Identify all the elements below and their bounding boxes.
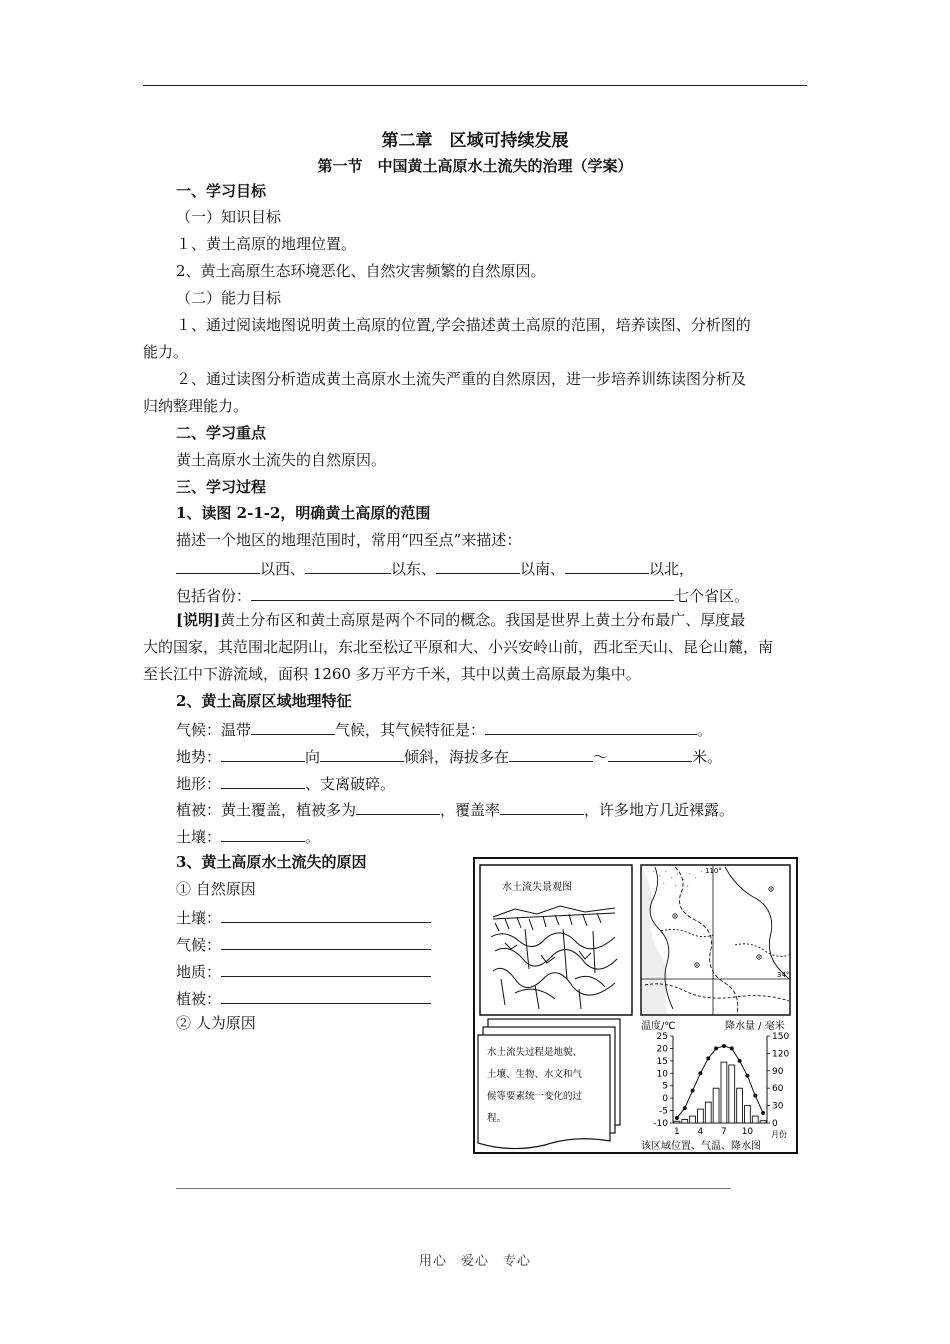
terrain-row: 地势： 向 倾斜，海拔多在 ～ 米。	[176, 745, 722, 767]
blank-landform[interactable]	[221, 772, 305, 789]
blank-altitude-max[interactable]	[608, 745, 692, 762]
chart-temperature-point	[761, 1111, 765, 1115]
blank-east[interactable]	[305, 557, 391, 574]
ability-goal-1-line2: 能力。	[143, 343, 189, 361]
soil-row: 土壤： 。	[176, 825, 320, 847]
chart-right-tick-label: 120	[772, 1049, 790, 1060]
chart-temperature-point	[683, 1106, 687, 1110]
heading-knowledge-goals: （一）知识目标	[176, 208, 282, 226]
map-longitude-label: 110°	[705, 867, 722, 875]
blank-soil[interactable]	[221, 825, 305, 842]
chart-temperature-point	[691, 1089, 695, 1093]
cause-climate-row: 气候：	[176, 933, 431, 955]
blank-climate-feature[interactable]	[485, 718, 697, 735]
blank-terrain-from[interactable]	[221, 745, 305, 762]
chart-x-tick-label: 4	[697, 1127, 704, 1137]
note-line3: 至长江中下游流域，面积 1260 多万平方千米，其中以黄土高原最为集中。	[143, 665, 641, 683]
label-seven-provinces: 七个省区。	[674, 587, 750, 605]
blank-cause-soil[interactable]	[221, 906, 431, 923]
part2-heading: 2、黄土高原区域地理特征	[176, 692, 352, 710]
blank-north[interactable]	[565, 557, 649, 574]
vegetation-row: 植被：黄土覆盖，植被多为 ，覆盖率 ，许多地方几近裸露。	[176, 798, 734, 820]
part1-heading: 1、读图 2-1-2，明确黄土高原的范围	[176, 504, 431, 522]
blank-vegetation-type[interactable]	[356, 798, 440, 815]
chart-temperature-point	[738, 1059, 742, 1063]
part1-intro: 描述一个地区的地理范围时，常用“四至点”来描述：	[176, 531, 522, 549]
part3-heading: 3、黄土高原水土流失的原因	[176, 853, 367, 871]
knowledge-goal-2: 2、黄土高原生态环境恶化、自然灾害频繁的自然原因。	[176, 262, 546, 280]
landform-row: 地形： 、支离破碎。	[176, 772, 395, 794]
chart-bar-precipitation	[674, 1121, 680, 1123]
key-points-text: 黄土高原水土流失的自然原因。	[176, 451, 387, 469]
chart-temperature-point	[722, 1044, 726, 1048]
label-east: 以东、	[391, 560, 437, 578]
chart-left-tick-label: 0	[662, 1094, 668, 1105]
natural-causes-label: ① 自然原因	[176, 880, 256, 898]
chart-left-tick-label: 15	[656, 1056, 668, 1067]
chart-caption: 该区域位置、气温、降水图	[641, 1141, 761, 1152]
blank-provinces[interactable]	[251, 584, 674, 601]
chart-bar-precipitation	[737, 1088, 743, 1123]
chart-bar-precipitation	[745, 1106, 751, 1123]
chart-left-tick-label: 25	[656, 1032, 668, 1042]
note-line2: 大的国家，其范围北起阴山，东北至松辽平原和大、小兴安岭山前，西北至天山、昆仑山麓，南	[143, 638, 774, 656]
chapter-title: 第二章 区域可持续发展	[381, 131, 569, 151]
chart-temperature-line	[675, 1044, 765, 1120]
chart-bar-precipitation	[752, 1116, 758, 1123]
process-text-line4: 程。	[487, 1113, 507, 1124]
blank-altitude-min[interactable]	[509, 745, 593, 762]
chart-bar-precipitation	[690, 1116, 696, 1123]
footer-rule	[176, 1188, 731, 1189]
label-north: 以北，	[649, 560, 695, 578]
blank-cause-climate[interactable]	[221, 933, 431, 950]
label-south: 以南、	[520, 560, 566, 578]
chart-bars	[674, 1062, 766, 1123]
blank-west[interactable]	[176, 557, 260, 574]
chart-bar-precipitation	[705, 1102, 711, 1123]
chart-temperature-point	[706, 1056, 710, 1060]
chart-x-tick-label: 7	[721, 1127, 727, 1137]
chart-right-tick-label: 60	[772, 1084, 784, 1095]
landscape-title: 水土流失景观图	[502, 882, 572, 893]
heading-ability-goals: （二）能力目标	[176, 289, 282, 307]
chart-right-tick-label: 0	[772, 1119, 778, 1129]
ability-goal-2-line2: 归纳整理能力。	[143, 397, 249, 415]
process-text-line2: 土壤、生物、水文和气	[487, 1069, 583, 1080]
cause-geology-row: 地质：	[176, 960, 431, 982]
section-title: 第一节 中国黄土高原水土流失的治理（学案）	[317, 157, 633, 175]
footer-text: 用心 爱心 专心	[418, 1254, 531, 1269]
chart-x-tick-label: 10	[741, 1127, 754, 1137]
human-causes-label: ② 人为原因	[176, 1014, 256, 1032]
location-map	[641, 865, 790, 1015]
landscape-panel	[480, 865, 632, 1015]
chart-temperature-point	[714, 1046, 718, 1050]
heading-learning-process: 三、学习过程	[176, 478, 267, 496]
chart-left-tick-label: 10	[656, 1069, 668, 1080]
chart-x-axis-title: 月份	[771, 1130, 787, 1139]
four-points-row	[176, 557, 694, 579]
chart-bar-precipitation	[729, 1065, 735, 1123]
chart-right-tick-label: 90	[772, 1066, 784, 1077]
chart-right-axis-title: 降水量 / 毫米	[725, 1021, 785, 1032]
chart-bar-precipitation	[721, 1062, 727, 1123]
chart-temperature-point	[753, 1094, 757, 1098]
cause-soil-row: 土壤：	[176, 906, 431, 928]
chart-temperature-point	[745, 1074, 749, 1078]
ability-goal-1-line1: １、通过阅读地图说明黄土高原的位置,学会描述黄土高原的范围，培养读图、分析图的	[176, 316, 751, 334]
chart-bar-precipitation	[698, 1109, 704, 1123]
ability-goal-2-line1: ２、通过读图分析造成黄土高原水土流失严重的自然原因，进一步培养训练读图分析及	[176, 370, 747, 388]
chart-temperature-point	[698, 1071, 702, 1075]
note-tag: [说明]	[176, 611, 221, 629]
chart-bar-precipitation	[682, 1120, 688, 1123]
blank-terrain-to[interactable]	[320, 745, 404, 762]
header-rule	[143, 85, 807, 86]
chart-bar-precipitation	[760, 1121, 766, 1123]
blank-south[interactable]	[436, 557, 520, 574]
heading-key-points: 二、学习重点	[176, 424, 267, 442]
blank-climate-type[interactable]	[251, 718, 335, 735]
chart-right-tick-label: 30	[772, 1101, 784, 1112]
note-line1: [说明]黄土分布区和黄土高原是两个不同的概念。我国是世界上黄土分布最广、厚度最	[176, 611, 746, 629]
chart-left-tick-label: 20	[656, 1044, 668, 1055]
map-latitude-label: 34°	[777, 971, 790, 979]
climate-row: 气候：温带 气候，其气候特征是： 。	[176, 718, 712, 740]
chart-right-tick-label: 150	[772, 1032, 790, 1042]
chart-left-tick-label: -5	[659, 1106, 668, 1117]
heading-learning-goals: 一、学习目标	[176, 182, 267, 200]
chart-temperature-point	[730, 1046, 734, 1050]
chart-left-tick-label: -10	[653, 1119, 668, 1129]
label-provinces: 包括省份：	[176, 587, 252, 605]
chart-left-axis-title: 温度/℃	[641, 1021, 676, 1032]
cause-vegetation-row: 植被：	[176, 987, 431, 1009]
knowledge-goal-1: １、黄土高原的地理位置。	[176, 235, 357, 253]
chart-x-tick-label: 1	[674, 1127, 680, 1137]
figure-panel	[473, 857, 798, 1154]
blank-coverage[interactable]	[500, 798, 584, 815]
label-west: 以西、	[260, 560, 306, 578]
chart-bar-precipitation	[713, 1088, 719, 1123]
provinces-row	[176, 584, 749, 606]
process-text-line3: 候等要素统一变化的过	[487, 1091, 583, 1102]
process-note	[478, 1019, 620, 1149]
chart-left-tick-label: 5	[662, 1081, 668, 1092]
climate-chart	[641, 1019, 789, 1152]
chart-temperature-point	[675, 1116, 679, 1120]
process-text-line1: 水土流失过程是地貌、	[487, 1047, 583, 1058]
blank-cause-vegetation[interactable]	[221, 987, 431, 1004]
blank-cause-geology[interactable]	[221, 960, 431, 977]
